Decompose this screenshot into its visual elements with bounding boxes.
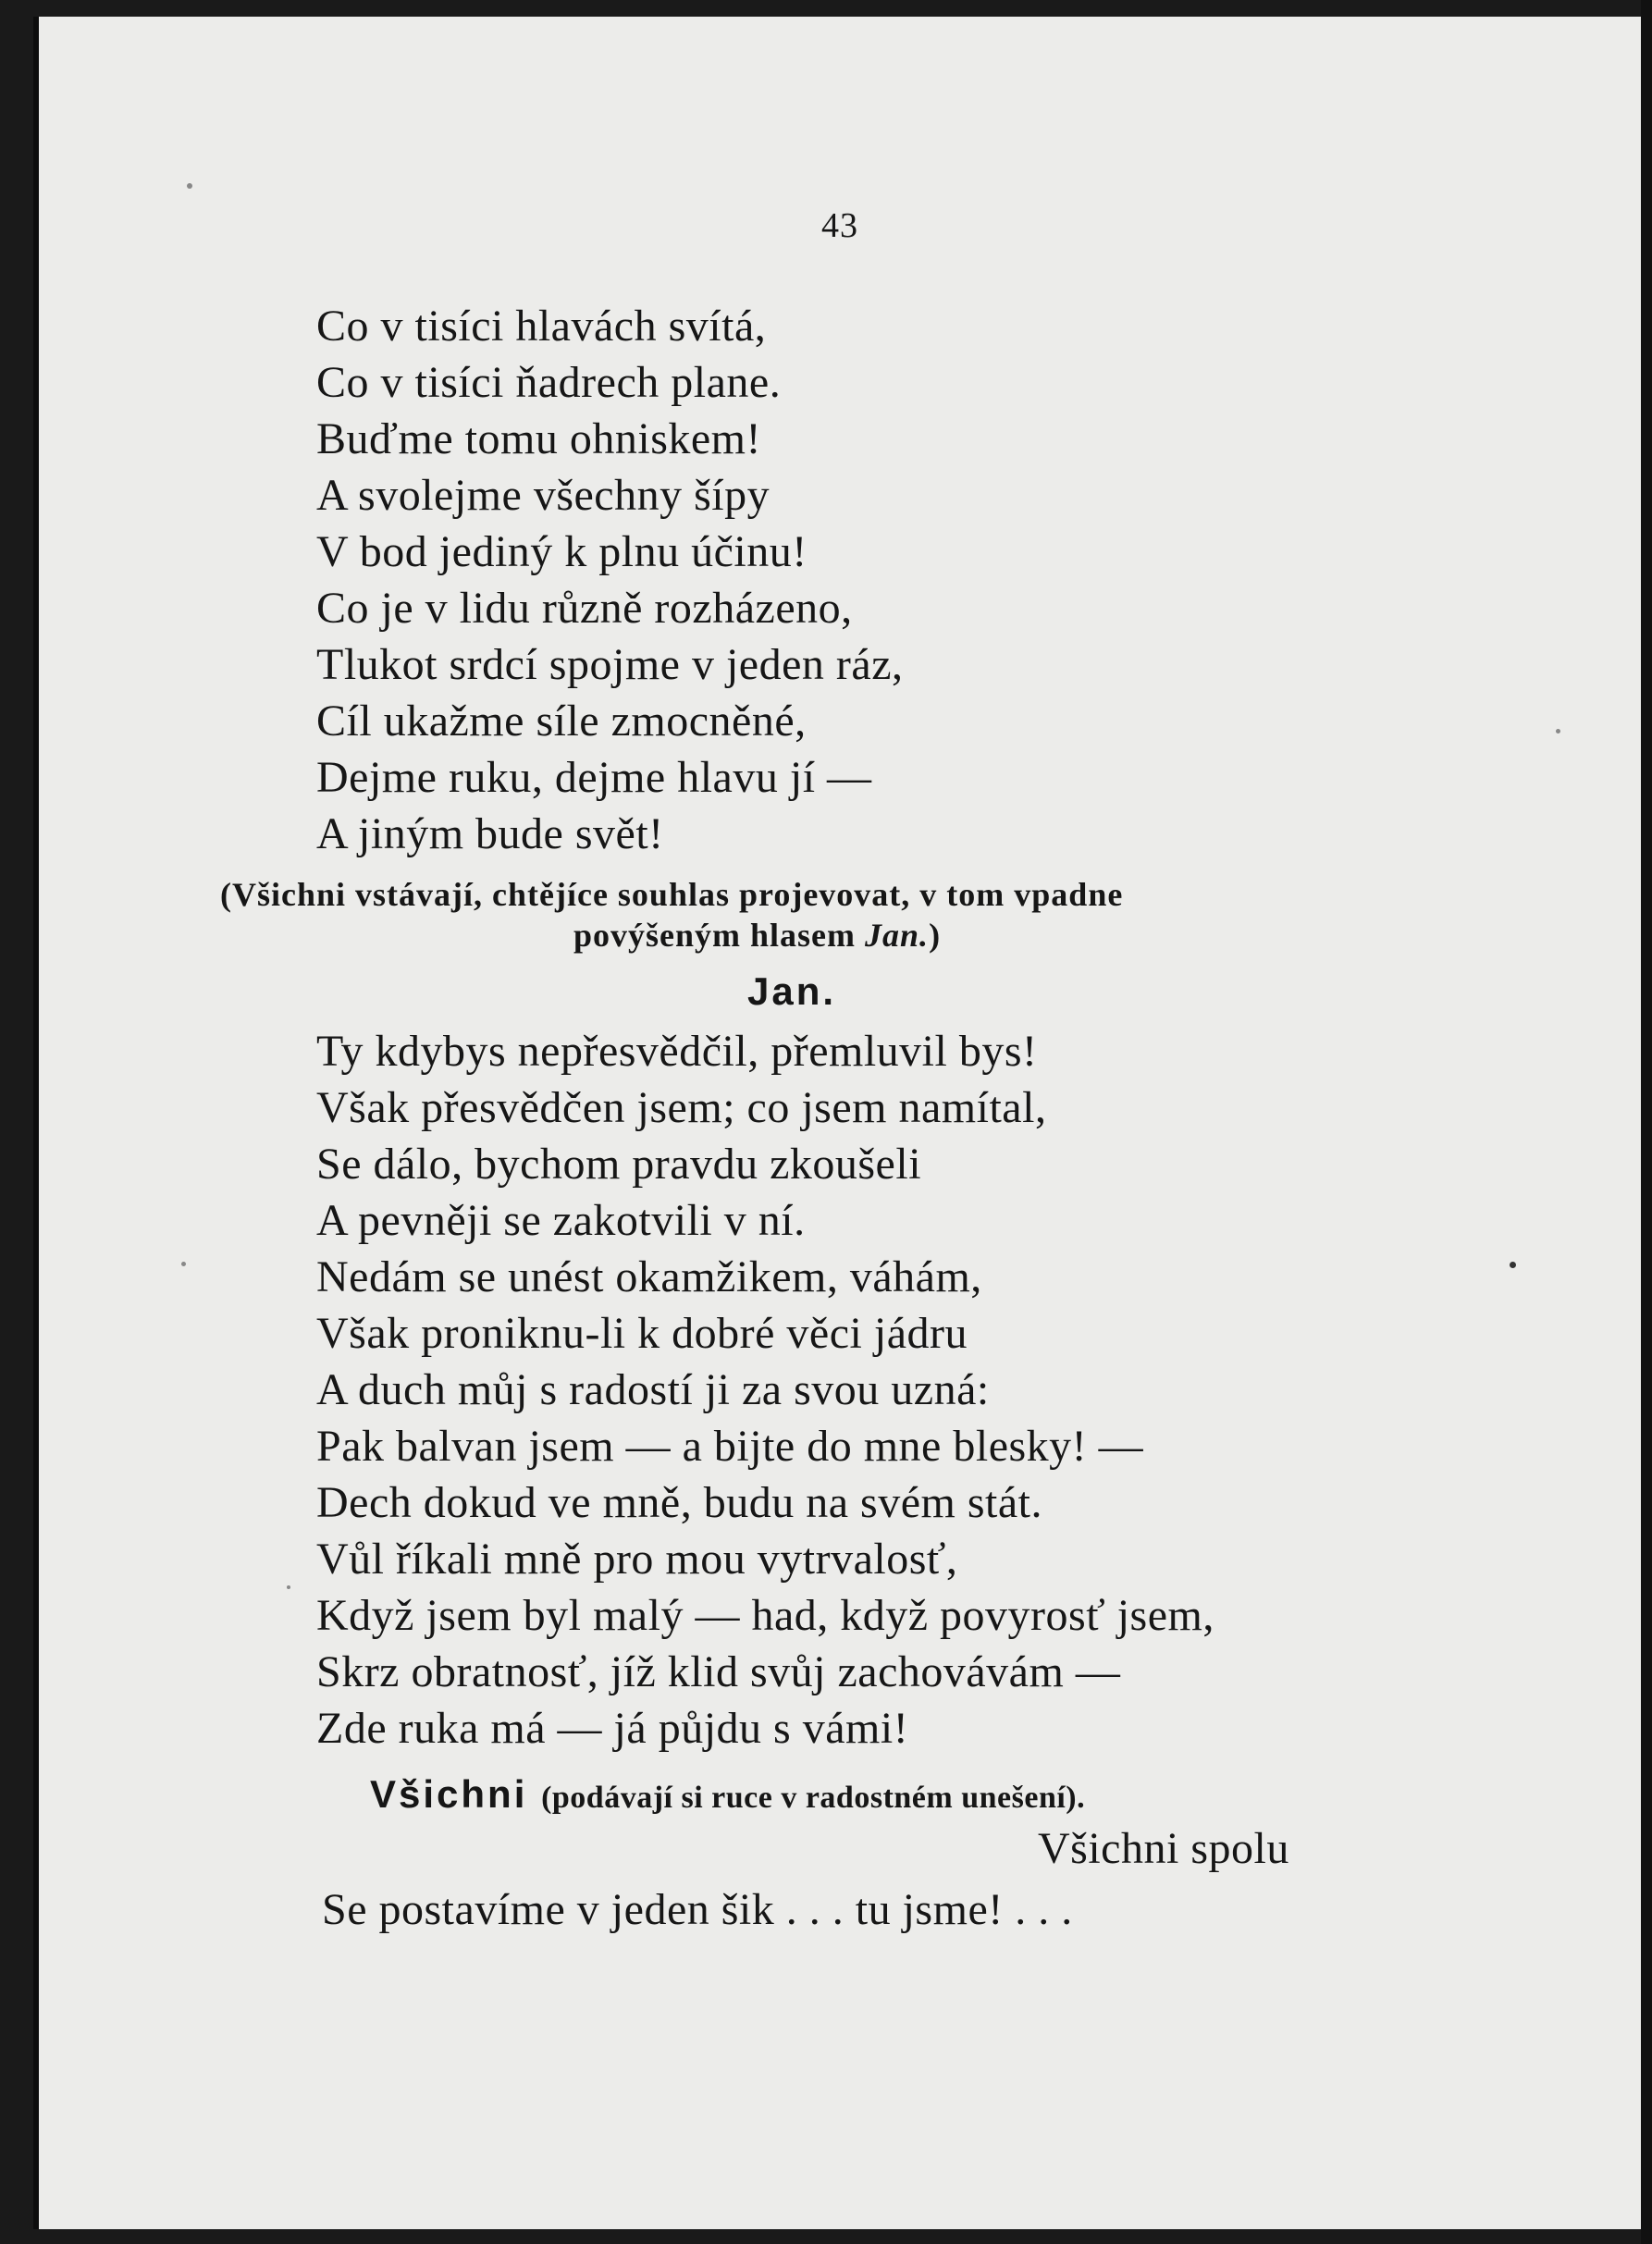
stage-direction-text: povýšeným hlasem bbox=[573, 917, 866, 954]
verse-line: Zde ruka má — já půjdu s vámi! bbox=[316, 1704, 909, 1753]
verse-line: Dech dokud ve mně, budu na svém stát. bbox=[316, 1478, 1042, 1527]
all-together-heading: Všichni spolu bbox=[1038, 1824, 1289, 1873]
verse-line: Nedám se unést okamžikem, váhám, bbox=[316, 1252, 982, 1301]
verse-line: Co je v lidu různě rozházeno, bbox=[316, 584, 853, 633]
stanza-2 bbox=[316, 1023, 1214, 1757]
speaker-jan: Jan. bbox=[747, 969, 837, 1013]
verse-line: A duch můj s radostí ji za svou uzná: bbox=[316, 1365, 990, 1414]
stage-direction-name: Jan. bbox=[865, 917, 930, 954]
stage-direction-2: (podávají si ruce v radostném unešení). bbox=[541, 1781, 1086, 1815]
stage-direction-line-2 bbox=[573, 916, 941, 955]
book-page bbox=[33, 17, 1641, 2229]
verse-line: Dejme ruku, dejme hlavu jí — bbox=[316, 753, 872, 802]
verse-line: Se dálo, bychom pravdu zkoušeli bbox=[316, 1140, 922, 1189]
verse-line: Vůl říkali mně pro mou vytrvalosť, bbox=[316, 1535, 958, 1584]
paper-speck bbox=[181, 1262, 186, 1266]
paper-speck bbox=[1510, 1262, 1516, 1268]
page-edge bbox=[1641, 0, 1652, 2244]
paper-speck bbox=[1556, 729, 1560, 734]
page-number: 43 bbox=[821, 206, 858, 245]
verse-line: A jiným bude svět! bbox=[316, 809, 664, 858]
verse-line: A pevněji se zakotvili v ní. bbox=[316, 1196, 806, 1245]
verse-line: Co v tisíci hlavách svítá, bbox=[316, 302, 767, 351]
paper-speck bbox=[187, 183, 192, 189]
verse-line: Však přesvědčen jsem; co jsem namítal, bbox=[316, 1083, 1047, 1132]
verse-line: Však proniknu-li k dobré věci jádru bbox=[316, 1309, 968, 1358]
final-line: Se postavíme v jeden šik . . . tu jsme! . . . bbox=[322, 1885, 1073, 1934]
stage-direction-line-1: (Všichni vstávají, chtějíce souhlas projevovat, v tom vpadne bbox=[220, 876, 1124, 913]
verse-line: Buďme tomu ohniskem! bbox=[316, 414, 761, 463]
verse-line: Co v tisíci ňadrech plane. bbox=[316, 358, 782, 407]
verse-line: Cíl ukažme síle zmocněné, bbox=[316, 697, 807, 746]
stanza-1 bbox=[316, 298, 904, 862]
paper-speck bbox=[287, 1585, 290, 1589]
speaker-all-name: Všichni bbox=[370, 1772, 528, 1816]
speaker-all bbox=[370, 1772, 1085, 1817]
verse-line: V bod jediný k plnu účinu! bbox=[316, 527, 808, 576]
verse-line: Skrz obratnosť, jíž klid svůj zachovávám — bbox=[316, 1647, 1121, 1696]
verse-line: Když jsem byl malý — had, když povyrosť jsem, bbox=[316, 1591, 1214, 1640]
stage-direction-paren: ) bbox=[929, 917, 942, 954]
verse-line: Tlukot srdcí spojme v jeden ráz, bbox=[316, 640, 904, 689]
verse-line: Pak balvan jsem — a bijte do mne blesky! — bbox=[316, 1422, 1144, 1471]
verse-line: Ty kdybys nepřesvědčil, přemluvil bys! bbox=[316, 1027, 1038, 1076]
verse-line: A svolejme všechny šípy bbox=[316, 471, 771, 520]
